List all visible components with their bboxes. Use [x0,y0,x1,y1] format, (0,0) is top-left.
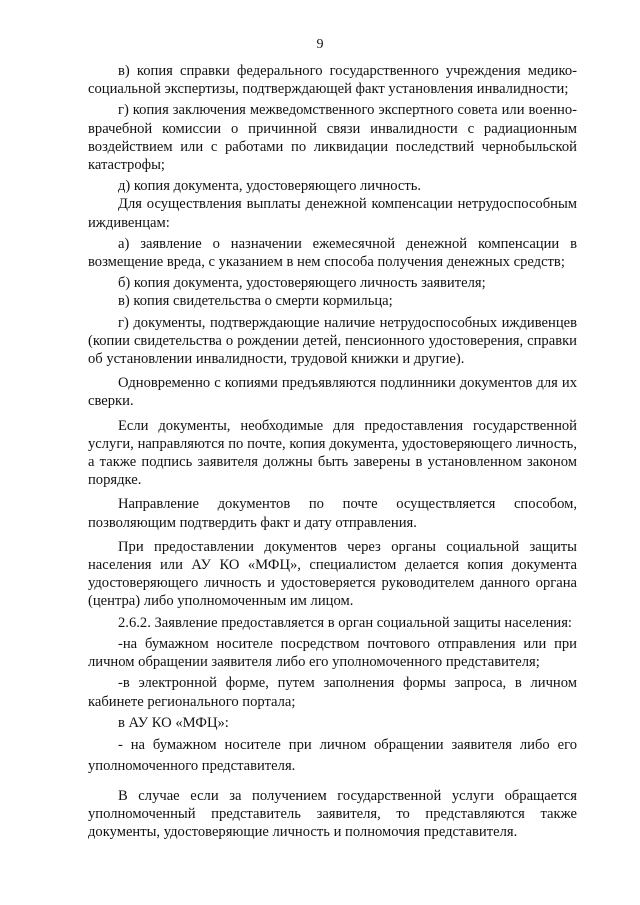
paragraph-mfc-heading: в АУ КО «МФЦ»: [118,714,229,731]
paragraph-electronic-submission: -в электронной форме, путем заполнения формы запроса, в личном кабинете регионального портала; [88,675,577,710]
paragraph-death-certificate: в) копия свидетельства о смерти кормильца; [118,293,393,310]
paragraph-2-6-2: 2.6.2. Заявление предоставляется в орган социальной защиты населения: [118,614,572,631]
paragraph-disability-certificate: в) копия справки федерального государственного учреждения медико-социальной экспертизы, подтверждающей факт установления инвалидности; [88,63,577,98]
paragraph-postal-method: Направление документов по почте осуществляется способом, позволяющим подтвердить факт и дату отправления. [88,496,577,531]
paragraph-paper-submission: -на бумажном носителе посредством почтового отправления или при личном обращении заявителя либо его уполномоченного представителя; [88,635,577,671]
paragraph-mfc-paper: - на бумажном носителе при личном обращении заявителя либо его уполномоченного представителя. [88,736,577,774]
paragraph-postal-submission: Если документы, необходимые для предоставления государственной услуги, направляются по почте, копия документа, удостоверяющего личность, а также подпись заявителя должны быть заверены в установленном законом порядке. [88,417,577,489]
paragraph-applicant-identity: б) копия документа, удостоверяющего личность заявителя; [118,275,486,292]
document-body [88,62,577,842]
paragraph-originals: Одновременно с копиями предъявляются подлинники документов для их сверки. [88,375,577,410]
paragraph-representative: В случае если за получением государственной услуги обращается уполномоченный представитель заявителя, то представляются также документы, удостоверяющие личность и полномочия представителя. [88,787,577,841]
paragraph-compensation-application: а) заявление о назначении ежемесячной денежной компенсации в возмещение вреда, с указанием в нем способа получения денежных средств; [88,235,577,271]
paragraph-expert-council-conclusion: г) копия заключения межведомственного экспертного совета или военно-врачебной комиссии о причинной связи инвалидности с радиационным воздействием или с работами по ликвидации последствий чернобыльской катастрофы; [88,102,577,174]
paragraph-dependents-intro: Для осуществления выплаты денежной компенсации нетрудоспособным иждивенцам: [88,196,577,231]
paragraph-mfc-copy: При предоставлении документов через органы социальной защиты населения или АУ КО «МФЦ», специалистом делается копия документа удостоверяющего личность и удостоверяется руководителем данного органа (центра) либо уполномоченным им лицом. [88,538,577,610]
paragraph-identity-document: д) копия документа, удостоверяющего личность. [118,178,422,195]
paragraph-dependents-documents: г) документы, подтверждающие наличие нетрудоспособных иждивенцев (копии свидетельства о рождении детей, пенсионного удостоверения, справки об установлении инвалидности, трудовой книжки и другие). [88,314,577,368]
page-number: 9 [316,37,324,52]
